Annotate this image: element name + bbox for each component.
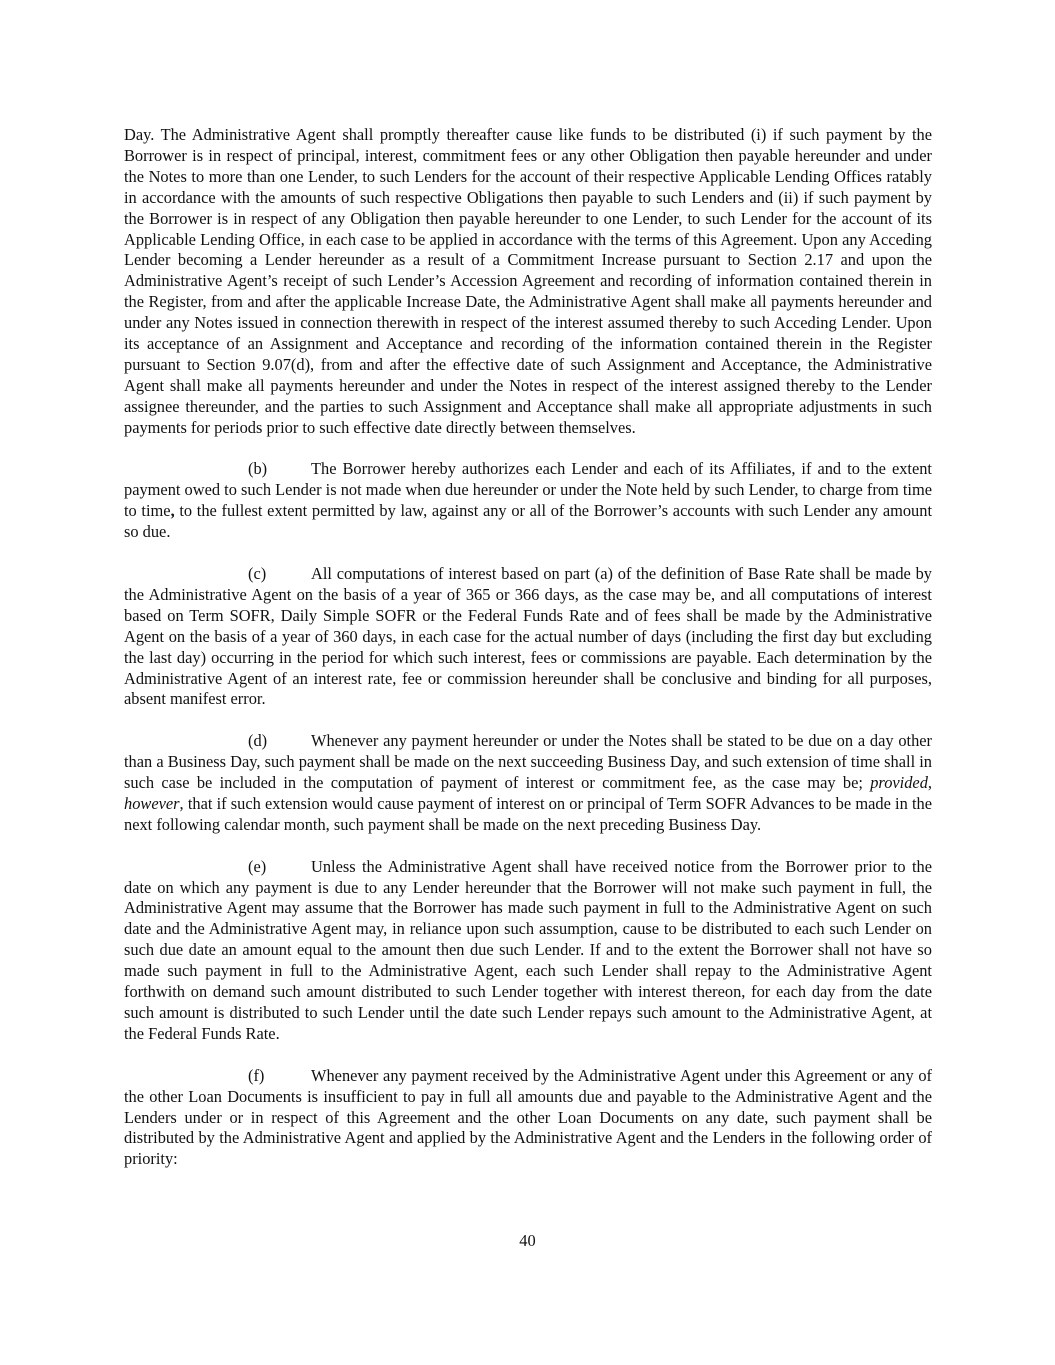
paragraph-b-label: (b) [248,459,268,479]
paragraph-c-text: All computations of interest based on part (a) of the definition of Base Rate shall be made by the Administrative Agent on the basis of a year of 365 or 366 days, as the case may be, and all computations of interest based on Term SOFR, Daily Simple SOFR or the Federal Funds Rate and of fees shall be made by the Administrative Agent on the basis of a year of 360 days, in each case for the actual number of days (including the first day but excluding the last day) occurring in the period for which such interest, fees or commissions are payable. Each determination by the Administrative Agent of an interest rate, fee or commission hereunder shall be conclusive and binding for all purposes, absent manifest error. [124,564,932,709]
paragraph-b-text-2: to the fullest extent permitted by law, against any or all of the Borrower’s accounts with such Lender any amount so due. [124,501,932,542]
paragraph-d-italic-however: however [124,793,180,813]
paragraph-f-text: Whenever any payment received by the Administrative Agent under this Agreement or any of the other Loan Documents is insufficient to pay in full all amounts due and payable to the Administrative Agent and the Lenders under or in respect of this Agreement and the other Loan Documents on any date, such payment shall be distributed by the Administrative Agent and applied by the Administrative Agent and the Lenders in the following order of priority: [124,1065,932,1169]
paragraph-e-text: Unless the Administrative Agent shall have received notice from the Borrower prior to the date on which any payment is due to any Lender hereunder that the Borrower will not make such payment in full, the Administrative Agent may assume that the Borrower has made such payment in full to the Administrative Agent on such date and the Administrative Agent may, in reliance upon such assumption, cause to be distributed to each such Lender on such due date an amount equal to the amount then due such Lender. If and to the extent the Borrower shall not have so made such payment in full to the Administrative Agent, each such Lender shall repay to the Administrative Agent forthwith on demand such amount distributed to such Lender together with interest thereon, for each day from the date such amount is distributed to such Lender until the date such Lender repays such amount to the Administrative Agent, at the Federal Funds Rate. [124,856,932,1043]
paragraph-d-label: (d) [248,731,268,751]
paragraph-d-separator: , [927,773,932,793]
paragraph-d-italic-provided: provided [870,773,928,793]
page-number: 40 [519,1231,536,1250]
paragraph-d [124,731,932,836]
paragraph-e-label: (e) [248,856,267,876]
paragraph-b-text-1: The Borrower hereby authorizes each Lender and each of its Affiliates, if and to the extent payment owed to such Lender is not made when due hereunder or under the Note held by such Lender, to charge from time to time [124,459,932,521]
paragraph-d-text-1: Whenever any payment hereunder or under the Notes shall be stated to be due on a day other than a Business Day, such payment shall be made on the next succeeding Business Day, and such extension of time shall in such case be included in the computation of payment of interest or commitment fee, as the case may be; [124,731,932,793]
paragraph-c-label: (c) [248,564,267,583]
paragraph-a-continuation: Day. The Administrative Agent shall promptly thereafter cause like funds to be distributed (i) if such payment by the Borrower is in respect of principal, interest, commitment fees or any other Obligation then payable hereunder and under the Notes to more than one Lender, to such Lenders for the account of their respective Applicable Lending Offices ratably in accordance with the amounts of such respective Obligations then payable to such Lenders and (ii) if such payment by the Borrower is in respect of any Obligation then payable hereunder to one Lender, to such Lender for the account of its Applicable Lending Office, in each case to be applied in accordance with the terms of this Agreement. Upon any Acceding Lender becoming a Lender hereunder as a result of a Commitment Increase pursuant to Section 2.17 and upon the Administrative Agent’s receipt of such Lender’s Accession Agreement and recording of information contained therein in the Register, from and after the applicable Increase Date, the Administrative Agent shall make all payments hereunder and under any Notes issued in connection therewith in respect of the interest assumed thereby to such Acceding Lender. Upon its acceptance of an Assignment and Acceptance and recording of the information contained therein in the Register pursuant to Section 9.07(d), from and after the effective date of such Assignment and Acceptance, the Administrative Agent shall make all payments hereunder and under the Notes in respect of the interest assigned thereby to the Lender assignee thereunder, and the parties to such Assignment and Acceptance shall make all appropriate adjustments in such payments for periods prior to such effective date directly between themselves. [124,125,932,437]
paragraph-e [124,857,932,1045]
paragraph-b [124,459,932,543]
paragraph-c [124,564,932,710]
paragraph-d-text-2: , that if such extension would cause payment of interest on or principal of Term SOFR Advances to be made in the next following calendar month, such payment shall be made on the next preceding Business Day. [124,793,932,834]
document-page [124,125,932,1191]
paragraph-f [124,1066,932,1171]
paragraph-f-label: (f) [248,1065,265,1085]
paragraph-b-bold-comma: , [170,501,175,521]
